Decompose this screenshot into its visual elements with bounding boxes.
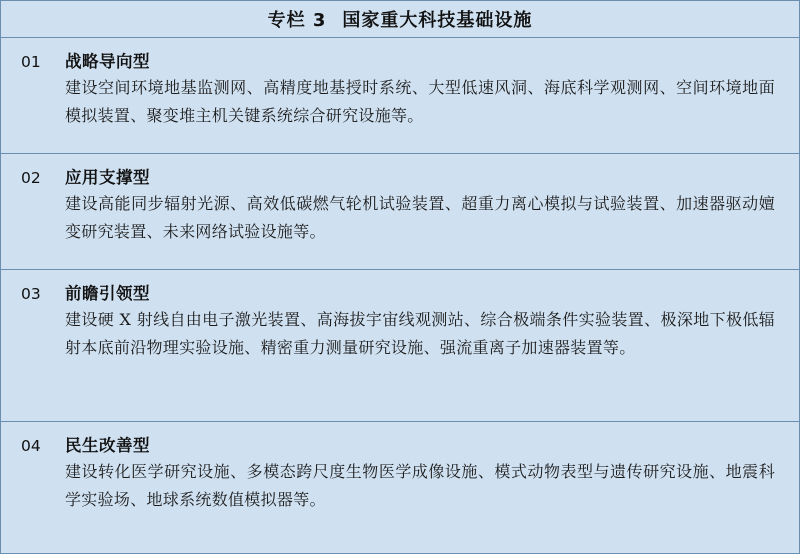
box-title <box>268 6 533 32</box>
box-title-prefix: 专栏 3 <box>267 10 327 31</box>
row-number: 02 <box>21 169 41 187</box>
table-row <box>1 154 799 270</box>
row-number: 04 <box>21 437 41 455</box>
row-body: 建设硬 X 射线自由电子激光装置、高海拔宇宙线观测站、综合极端条件实验装置、极深地下极低辐射本底前沿物理实验设施、精密重力测量研究设施、强流重离子加速器装置等。 <box>65 310 775 357</box>
table-row <box>1 422 799 556</box>
box-rows <box>1 38 799 556</box>
row-header <box>21 432 779 456</box>
row-header <box>21 48 779 72</box>
row-header <box>21 164 779 188</box>
row-body: 建设转化医学研究设施、多模态跨尺度生物医学成像设施、模式动物表型与遗传研究设施、地震科学实验场、地球系统数值模拟器等。 <box>65 462 775 509</box>
row-title: 战略导向型 <box>65 52 150 71</box>
row-title: 前瞻引领型 <box>65 284 150 303</box>
row-title: 应用支撑型 <box>65 168 150 187</box>
row-body: 建设空间环境地基监测网、高精度地基授时系统、大型低速风洞、海底科学观测网、空间环境地面模拟装置、聚变堆主机关键系统综合研究设施等。 <box>65 78 775 125</box>
row-header <box>21 280 779 304</box>
box-title-bar <box>1 1 799 38</box>
row-title: 民生改善型 <box>65 436 150 455</box>
box-title-main: 国家重大科技基础设施 <box>342 10 533 31</box>
row-body: 建设高能同步辐射光源、高效低碳燃气轮机试验装置、超重力离心模拟与试验装置、加速器驱动嬗变研究装置、未来网络试验设施等。 <box>65 194 775 241</box>
table-row <box>1 38 799 154</box>
table-row <box>1 270 799 422</box>
row-number: 01 <box>21 53 41 71</box>
row-number: 03 <box>21 285 41 303</box>
